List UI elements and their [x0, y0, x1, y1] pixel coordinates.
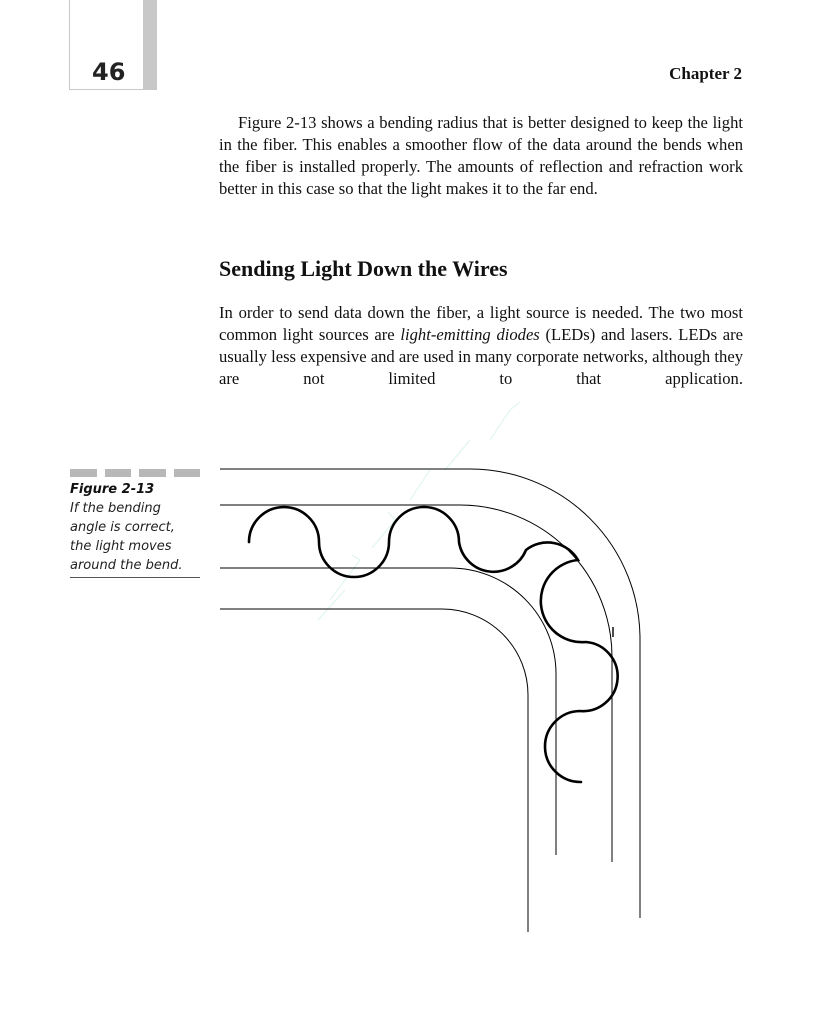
figure-caption-text: If the bending angle is correct, the light moves around the bend. [70, 501, 183, 573]
page-number: 46 [92, 58, 126, 86]
fiber-outer-cladding [220, 469, 640, 918]
watermark [318, 402, 520, 620]
light-wave-path [249, 507, 618, 782]
figure-caption-title: Figure 2-13 [70, 482, 155, 497]
intro-paragraph: Figure 2-13 shows a bending radius that is better designed to keep the light in the fiber. This enables a smoother flow of the data around the bends when the fiber is installed properly. The amounts of reflection and refraction work better in this case so that the light makes it to the far end. [219, 113, 743, 198]
chapter-label: Chapter 2 [669, 64, 742, 83]
fiber-inner-cladding [220, 609, 528, 932]
section-heading: Sending Light Down the Wires [219, 256, 508, 281]
term-light-emitting-diodes: light-emitting diodes [400, 325, 540, 344]
paragraph-text-end: (LEDs) and lasers. LEDs are usually less expensive and are used in many corporate networks, although they are not limited to that application. [219, 325, 743, 388]
fiber-core-outer-boundary [220, 505, 612, 862]
fiber-core-inner-boundary [220, 568, 556, 855]
paragraph-text-start: In order to send data down the fiber, a light source is needed. The two most common light sources are [219, 303, 743, 344]
